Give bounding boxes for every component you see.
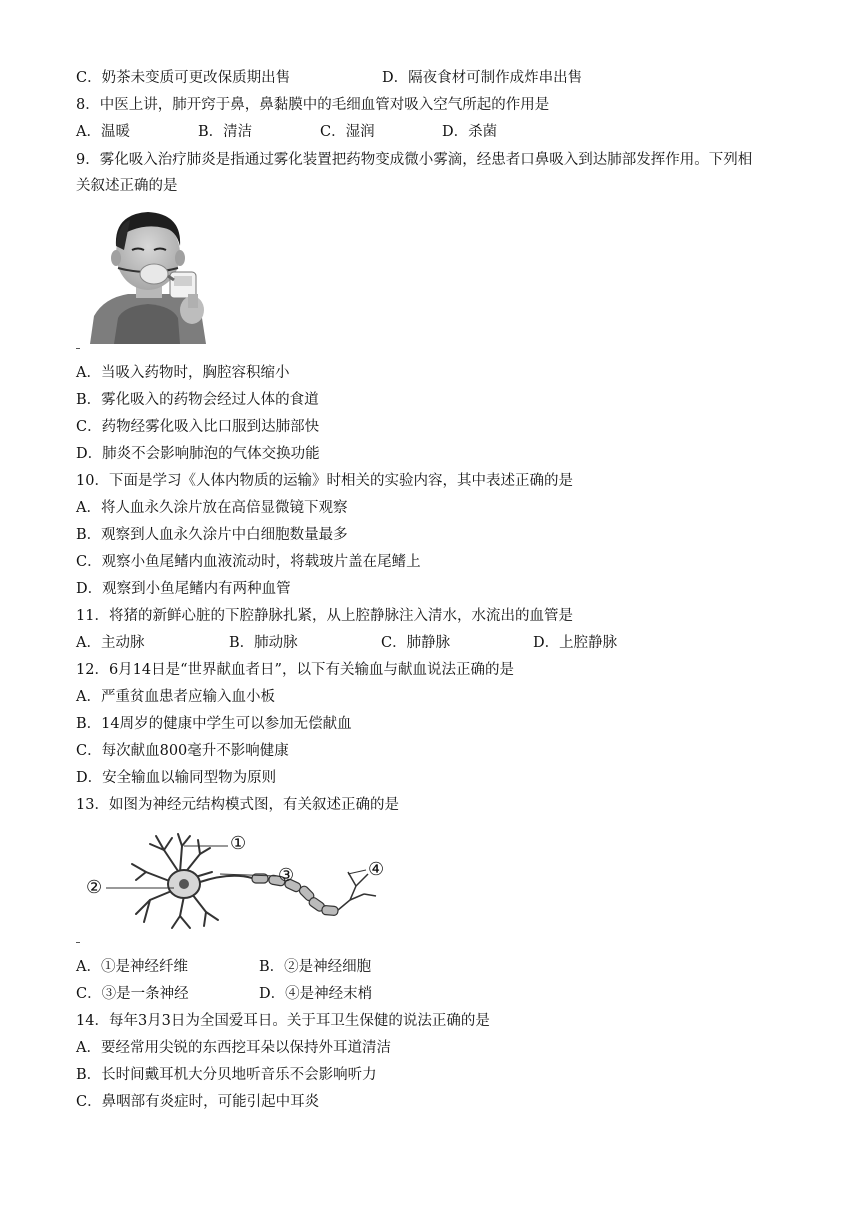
q8-option-b: B．清洁 xyxy=(198,124,253,140)
q10-option-d: D．观察到小鱼尾鳍内有两种血管 xyxy=(76,581,291,597)
neuron-diagram xyxy=(80,828,400,932)
q7-option-c: C．奶茶未变质可更改保质期出售 xyxy=(76,70,291,86)
q9-stem-line2: 关叙述正确的是 xyxy=(76,178,178,194)
small-dash-mark xyxy=(76,942,80,943)
q13-option-d: D．④是神经末梢 xyxy=(259,986,373,1002)
q7-option-d: D．隔夜食材可制作成炸串出售 xyxy=(382,70,583,86)
q12-option-c: C．每次献血800毫升不影响健康 xyxy=(76,743,289,759)
small-dash-mark xyxy=(76,348,80,349)
q9-option-b: B．雾化吸入的药物会经过人体的食道 xyxy=(76,392,319,408)
q14-option-b: B．长时间戴耳机大分贝地听音乐不会影响听力 xyxy=(76,1067,377,1083)
label-3: ③ xyxy=(278,865,295,886)
q10-stem: 10．下面是学习《人体内物质的运输》时相关的实验内容，其中表述正确的是 xyxy=(76,473,573,489)
q11-option-c: C．肺静脉 xyxy=(381,635,451,651)
q14-stem: 14．每年3月3日为全国爱耳日。关于耳卫生保健的说法正确的是 xyxy=(76,1013,490,1029)
q8-option-d: D．杀菌 xyxy=(442,124,498,140)
q8-option-a: A．温暖 xyxy=(76,124,130,140)
q11-stem: 11．将猪的新鲜心脏的下腔静脉扎紧，从上腔静脉注入清水，水流出的血管是 xyxy=(76,608,573,624)
q13-option-b: B．②是神经细胞 xyxy=(259,959,372,975)
label-4: ④ xyxy=(368,859,385,880)
q12-option-b: B．14周岁的健康中学生可以参加无偿献血 xyxy=(76,716,352,732)
label-1: ① xyxy=(230,833,247,854)
q11-option-b: B．肺动脉 xyxy=(229,635,298,651)
q11-option-d: D．上腔静脉 xyxy=(533,635,618,651)
q12-option-d: D．安全输血以输同型物为原则 xyxy=(76,770,277,786)
q9-option-a: A．当吸入药物时，胸腔容积缩小 xyxy=(76,365,290,381)
q12-stem: 12．6月14日是“世界献血者日”，以下有关输血与献血说法正确的是 xyxy=(76,662,514,678)
q13-option-c: C．③是一条神经 xyxy=(76,986,189,1002)
q10-option-b: B．观察到人血永久涂片中白细胞数量最多 xyxy=(76,527,348,543)
q8-option-c: C．湿润 xyxy=(320,124,375,140)
q9-option-d: D．肺炎不会影响肺泡的气体交换功能 xyxy=(76,446,320,462)
q14-option-c: C．鼻咽部有炎症时，可能引起中耳炎 xyxy=(76,1094,320,1110)
q9-stem-line1: 9．雾化吸入治疗肺炎是指通过雾化装置把药物变成微小雾滴，经患者口鼻吸入到达肺部发挥作用。下列相 xyxy=(76,152,753,168)
q9-option-c: C．药物经雾化吸入比口服到达肺部快 xyxy=(76,419,320,435)
q10-option-a: A．将人血永久涂片放在高倍显微镜下观察 xyxy=(76,500,348,516)
q14-option-a: A．要经常用尖锐的东西挖耳朵以保持外耳道清洁 xyxy=(76,1040,391,1056)
q12-option-a: A．严重贫血患者应输入血小板 xyxy=(76,689,275,705)
q11-option-a: A．主动脉 xyxy=(76,635,145,651)
nebulizer-child-photo xyxy=(84,206,214,344)
q8-stem: 8．中医上讲，肺开窍于鼻，鼻黏膜中的毛细血管对吸入空气所起的作用是 xyxy=(76,97,550,113)
label-2: ② xyxy=(86,877,103,898)
q13-stem: 13．如图为神经元结构模式图，有关叙述正确的是 xyxy=(76,797,399,813)
q10-option-c: C．观察小鱼尾鳍内血液流动时，将载玻片盖在尾鳍上 xyxy=(76,554,421,570)
q13-option-a: A．①是神经纤维 xyxy=(76,959,188,975)
